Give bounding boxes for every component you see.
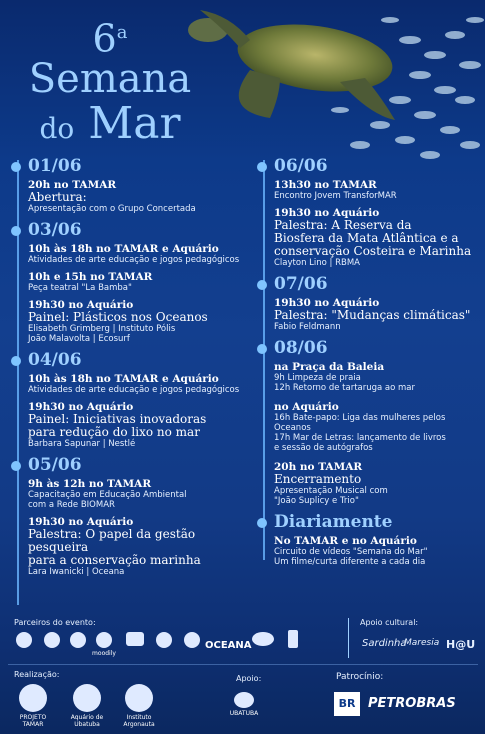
event-place: na Praça da Baleia (274, 361, 385, 373)
event-title: para a conservação marinha (28, 553, 201, 567)
timeline-dot (11, 226, 21, 236)
event-speaker: Clayton Lino | RBMA (274, 258, 360, 268)
event-title: Palestra: O papel da gestão pesqueira (28, 527, 196, 554)
event-desc: Apresentação com o Grupo Concertada (28, 204, 196, 214)
title-number: 6$^a$ (92, 16, 128, 61)
event-title: Palestra: A Reserva da (274, 218, 412, 232)
petrobras-logo: PETROBRAS (368, 696, 456, 711)
event-desc: 16h Bate-papo: Liga das mulheres pelos (274, 413, 446, 423)
schedule-right (258, 152, 485, 573)
event-speaker: Elisabeth Grimberg | Instituto Pólis (28, 324, 176, 334)
title-semana: Semana (28, 55, 192, 102)
sponsors-footer (0, 612, 485, 734)
event-item (274, 535, 485, 567)
event-time: 20h no TAMAR (28, 179, 117, 191)
event-speaker: Lara Iwanicki | Oceana (28, 567, 125, 577)
event-desc: 9h Limpeza de praia (274, 373, 361, 383)
day-08-06 (258, 338, 485, 506)
sponsor-label: Patrocínio: (336, 672, 384, 682)
event-speaker: Barbara Sapunar | Nestlé (28, 439, 136, 449)
event-item (274, 461, 485, 506)
timeline-dot (11, 162, 21, 172)
event-speaker: João Malavolta | Ecosurf (28, 334, 130, 344)
schedule-left (12, 152, 242, 583)
event-desc: Atividades de arte educação e jogos pedagógicos (28, 255, 240, 265)
realization-logo-aquario: Aquário de Ubatuba (62, 684, 112, 728)
turtle-fish-illustration (180, 0, 485, 175)
event-title: conservação Costeira e Marinha (274, 244, 472, 258)
realization-logo-tamar: PROJETO TAMAR (10, 684, 56, 728)
timeline-dot (11, 461, 21, 471)
event-time: 10h às 18h no TAMAR e Aquário (28, 373, 219, 385)
event-desc: com a Rede BIOMAR (28, 500, 115, 510)
day-01-06 (12, 156, 242, 214)
day-date: 01/06 (28, 156, 82, 176)
day-date: 07/06 (274, 274, 328, 294)
day-date: 05/06 (28, 455, 82, 475)
partner-logo (12, 632, 36, 650)
culture-logo-maresia: Maresia (404, 638, 440, 648)
event-place: no Aquário (274, 401, 339, 413)
day-date: 08/06 (274, 338, 328, 358)
event-desc: Oceanos (274, 423, 311, 433)
event-time: 19h30 no Aquário (28, 299, 134, 311)
timeline-dot (257, 280, 267, 290)
day-04-06 (12, 350, 242, 449)
event-time: 10h às 18h no TAMAR e Aquário (28, 243, 219, 255)
event-item (28, 243, 242, 265)
divider (348, 618, 349, 658)
partner-logo (282, 630, 304, 650)
event-desc: Atividades de arte educação e jogos pedagógicos (28, 385, 240, 395)
event-time: 19h30 no Aquário (274, 207, 380, 219)
event-title: Biosfera da Mata Atlântica e a (274, 231, 459, 245)
event-item (28, 516, 242, 577)
event-item (274, 401, 485, 453)
event-title: Abertura: (28, 190, 87, 204)
partner-logo-oceana: OCEANA (205, 640, 252, 651)
day-date: 04/06 (28, 350, 82, 370)
event-title: para redução do lixo no mar (28, 425, 200, 439)
day-diariamente (258, 512, 485, 567)
event-time: 13h30 no TAMAR (274, 179, 377, 191)
event-item (28, 478, 242, 510)
event-time: 19h30 no Aquário (28, 401, 134, 413)
event-desc: e sessão de autógrafos (274, 443, 373, 453)
partner-logo (40, 632, 64, 650)
event-item (28, 179, 242, 214)
event-desc: Circuito de vídeos "Semana do Mar" (274, 547, 428, 557)
realization-label: Realização: (14, 670, 60, 679)
partner-logo-moodily: moodily (92, 632, 116, 657)
day-date: 03/06 (28, 220, 82, 240)
event-time: 9h às 12h no TAMAR (28, 478, 152, 490)
event-title: Palestra: "Mudanças climáticas" (274, 308, 471, 322)
partner-logo (250, 632, 276, 648)
event-desc: Um filme/curta diferente a cada dia (274, 557, 426, 567)
title-do-mar: do Mar (39, 97, 181, 149)
divider (8, 664, 478, 665)
event-item (274, 361, 485, 393)
event-item (28, 401, 242, 449)
br-logo: BR (334, 692, 360, 716)
culture-logo-hou: H@U (446, 638, 476, 651)
day-03-06 (12, 220, 242, 344)
event-desc: Apresentação Musical com (274, 486, 388, 496)
event-desc: Peça teatral "La Bamba" (28, 283, 132, 293)
day-date: Diariamente (274, 512, 393, 532)
timeline-dot (257, 162, 267, 172)
culture-logo-sardinha: Sardinha (362, 638, 407, 649)
cultural-support-label: Apoio cultural: (360, 618, 419, 627)
event-item (28, 373, 242, 395)
event-item (274, 207, 485, 268)
event-place: No TAMAR e no Aquário (274, 535, 417, 547)
partner-logo (122, 632, 148, 648)
partner-logo (152, 632, 176, 650)
event-desc: "João Suplicy e Trio" (274, 496, 359, 506)
event-item (28, 299, 242, 344)
event-item (274, 179, 485, 201)
event-time: 10h e 15h no TAMAR (28, 271, 153, 283)
partner-logo (180, 632, 204, 650)
partners-label: Parceiros do evento: (14, 618, 96, 627)
day-06-06 (258, 156, 485, 268)
event-speaker: Fabio Feldmann (274, 322, 341, 332)
event-title: Encerramento (274, 472, 362, 486)
day-07-06 (258, 274, 485, 332)
timeline-dot (11, 356, 21, 366)
event-desc: 12h Retorno de tartaruga ao mar (274, 383, 416, 393)
event-item (28, 271, 242, 293)
event-title: Painel: Plásticos nos Oceanos (28, 310, 208, 324)
event-time: 19h30 no Aquário (274, 297, 380, 309)
event-desc: Capacitação em Educação Ambiental (28, 490, 187, 500)
event-desc: Encontro Jovem TransforMAR (274, 191, 397, 201)
event-time: 20h no TAMAR (274, 461, 363, 473)
event-time: 19h30 no Aquário (28, 516, 134, 528)
realization-logo-argonauta: Instituto Argonauta (116, 684, 162, 728)
timeline-dot (257, 518, 267, 528)
apoio-logo-ubatuba: UBATUBA (222, 692, 266, 717)
event-item (274, 297, 485, 332)
day-date: 06/06 (274, 156, 328, 176)
event-desc: 17h Mar de Letras: lançamento de livros (274, 433, 446, 443)
day-05-06 (12, 455, 242, 577)
timeline-dot (257, 344, 267, 354)
apoio-label: Apoio: (236, 674, 262, 683)
event-title: Painel: Iniciativas inovadoras (28, 412, 207, 426)
partner-logo (66, 632, 90, 650)
